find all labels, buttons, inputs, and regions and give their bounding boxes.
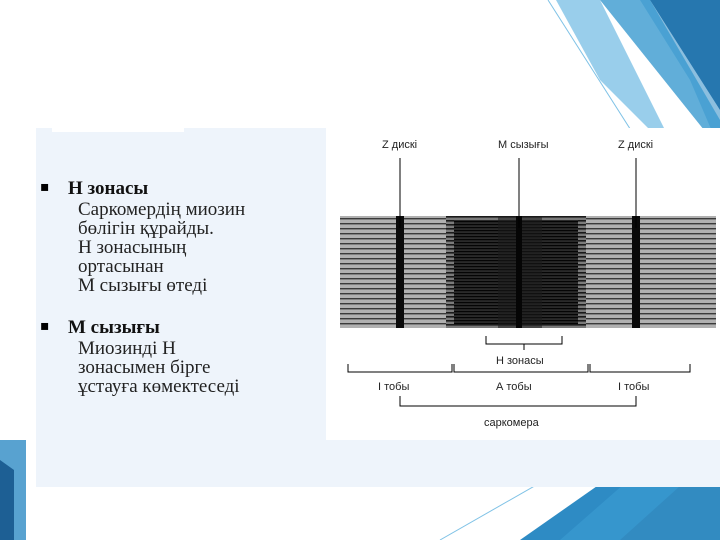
bullet-icon: ▪ <box>40 318 50 334</box>
text-column <box>38 178 328 418</box>
label-h-zone: Н зонасы <box>496 355 544 367</box>
list-item-m-line <box>38 317 328 396</box>
label-a-band: А тобы <box>496 381 532 393</box>
muscle-fiber-image <box>340 216 716 328</box>
item-line: бөлігін құрайды. <box>78 218 214 239</box>
label-z-disk-left: Z дискі <box>382 139 418 151</box>
label-i-band-right: I тобы <box>618 381 650 393</box>
item-title: М сызығы <box>68 317 160 338</box>
item-line: Н зонасының <box>78 237 187 258</box>
label-z-disk-right: Z дискі <box>618 139 654 151</box>
item-line: ұстауға көмектеседі <box>78 376 240 397</box>
label-i-band-left: I тобы <box>378 381 410 393</box>
sarcomere-figure <box>326 128 720 440</box>
item-line: Саркомердің миозин <box>78 199 246 220</box>
item-line: ортасынан <box>78 256 164 277</box>
item-line: зонасымен бірге <box>78 357 211 378</box>
bullet-icon: ▪ <box>40 179 50 195</box>
list-item-h-zone <box>38 178 328 295</box>
item-line: М сызығы өтеді <box>78 275 208 296</box>
item-title: Н зонасы <box>68 178 149 199</box>
item-line: Миозинді Н <box>78 338 176 359</box>
label-sarcomere: саркомера <box>484 417 539 429</box>
label-m-line: М сызығы <box>498 139 549 151</box>
panel-tab <box>52 124 184 132</box>
